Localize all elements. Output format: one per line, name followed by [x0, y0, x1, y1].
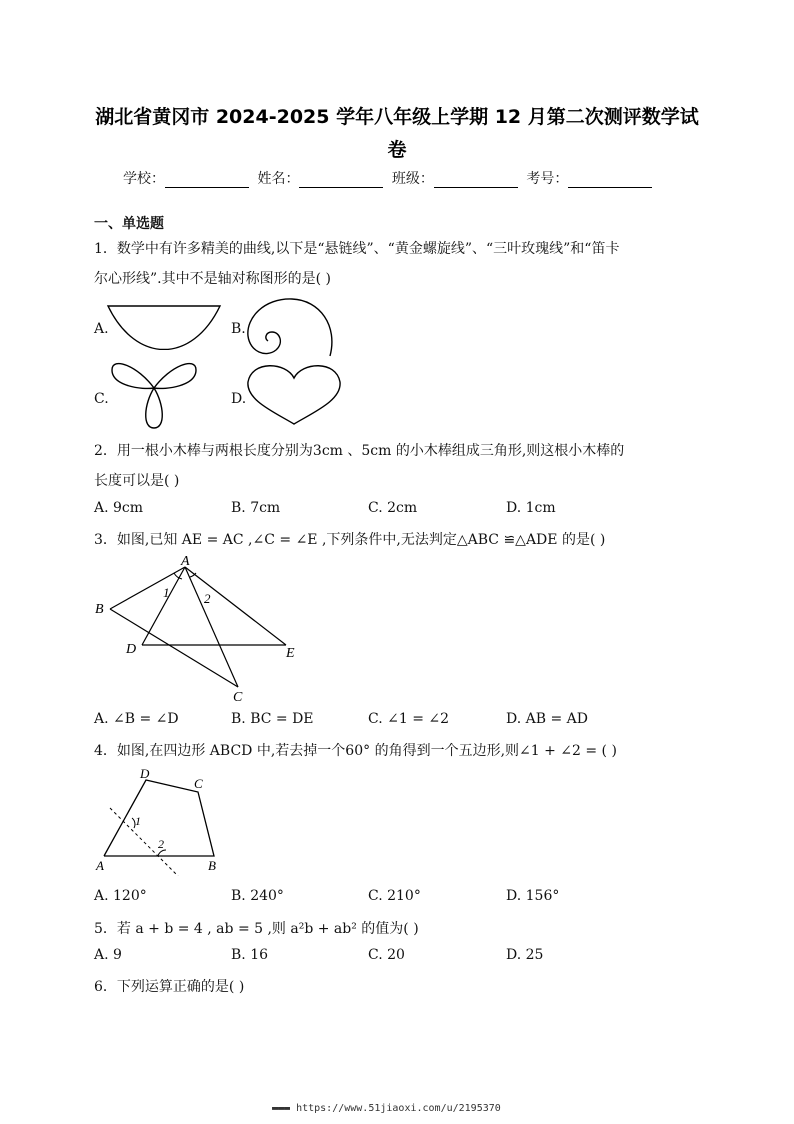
q5-option-d: D. 25: [506, 947, 544, 963]
school-label: 学校：: [123, 171, 165, 187]
vertex-label: D: [126, 642, 137, 657]
q3-option-d: D. AB = AD: [506, 711, 588, 727]
page-title-line1: 湖北省黄冈市 2024-2025 学年八年级上学期 12 月第二次测评数学试: [95, 106, 699, 128]
q1-option-a: A.: [94, 321, 109, 337]
q5-text-line1: 5．若 a + b = 4 , ab = 5 ,则 a²b + ab² 的值为( ): [94, 921, 419, 937]
school-blank: [165, 173, 249, 188]
q4-option-c: C. 210°: [368, 888, 421, 904]
q5-option-b: B. 16: [231, 947, 269, 963]
q2-option-b: B. 7cm: [231, 500, 281, 516]
q4-text-line1: 4．如图,在四边形 ABCD 中,若去掉一个60° 的角得到一个五边形,则∠1 + ∠2 = ( ): [94, 743, 617, 759]
vertex-label: B: [208, 858, 216, 873]
triangle-figure-q3: [90, 553, 310, 705]
q1-option-b: B.: [231, 321, 246, 337]
name-blank: [299, 173, 383, 188]
q1-text-line2: 尔心形线”.其中不是轴对称图形的是( ): [94, 271, 331, 287]
number-label: 考号：: [526, 171, 569, 187]
footer-url: ▬▬▬ https://www.51jiaoxi.com/u/2195370: [272, 1103, 501, 1114]
cardioid-heart-figure: [244, 360, 344, 426]
q3-text-line1: 3．如图,已知 AE = AC ,∠C = ∠E ,下列条件中,无法判定△ABC ≌△ADE 的是( ): [94, 532, 606, 548]
vertex-label: C: [194, 776, 203, 791]
q2-text-line2: 长度可以是( ): [94, 473, 180, 489]
q4-option-b: B. 240°: [231, 888, 284, 904]
q5-option-a: A. 9: [94, 947, 122, 963]
three-leaf-rose-figure: [108, 352, 200, 432]
student-info-row: [123, 168, 656, 188]
quadrilateral-figure-q4: [90, 764, 230, 876]
angle-label: 2: [158, 837, 164, 851]
number-blank: [568, 173, 652, 188]
q4-option-a: A. 120°: [94, 888, 147, 904]
q3-option-b: B. BC = DE: [231, 711, 314, 727]
catenary-figure: [106, 304, 222, 350]
q2-option-c: C. 2cm: [368, 500, 418, 516]
q4-option-d: D. 156°: [506, 888, 560, 904]
golden-spiral-figure: [242, 296, 338, 360]
q1-option-d: D.: [231, 391, 247, 407]
class-blank: [434, 173, 518, 188]
vertex-label: A: [96, 858, 104, 873]
q2-option-d: D. 1cm: [506, 500, 556, 516]
q1-option-c: C.: [94, 391, 109, 407]
page-title-line2: 卷: [387, 139, 407, 161]
vertex-label: E: [286, 646, 295, 661]
vertex-label: C: [233, 690, 243, 705]
vertex-label: D: [140, 766, 150, 781]
name-label: 姓名：: [257, 171, 300, 187]
angle-label: 2: [204, 591, 211, 606]
class-label: 班级：: [391, 171, 434, 187]
q5-option-c: C. 20: [368, 947, 405, 963]
vertex-label: B: [95, 602, 104, 617]
section-heading: 一、单选题: [94, 216, 164, 232]
vertex-label: A: [181, 554, 190, 569]
q6-text-line1: 6．下列运算正确的是( ): [94, 979, 245, 995]
angle-label: 1: [135, 814, 141, 828]
q2-option-a: A. 9cm: [94, 500, 144, 516]
angle-label: 1: [163, 585, 170, 600]
q1-text-line1: 1．数学中有许多精美的曲线,以下是“悬链线”、“黄金螺旋线”、“三叶玫瑰线”和“笛卡: [94, 241, 620, 257]
q3-option-a: A. ∠B = ∠D: [94, 711, 179, 727]
q2-text-line1: 2．用一根小木棒与两根长度分别为3cm 、5cm 的小木棒组成三角形,则这根小木棒的: [94, 443, 625, 459]
q3-option-c: C. ∠1 = ∠2: [368, 711, 450, 727]
